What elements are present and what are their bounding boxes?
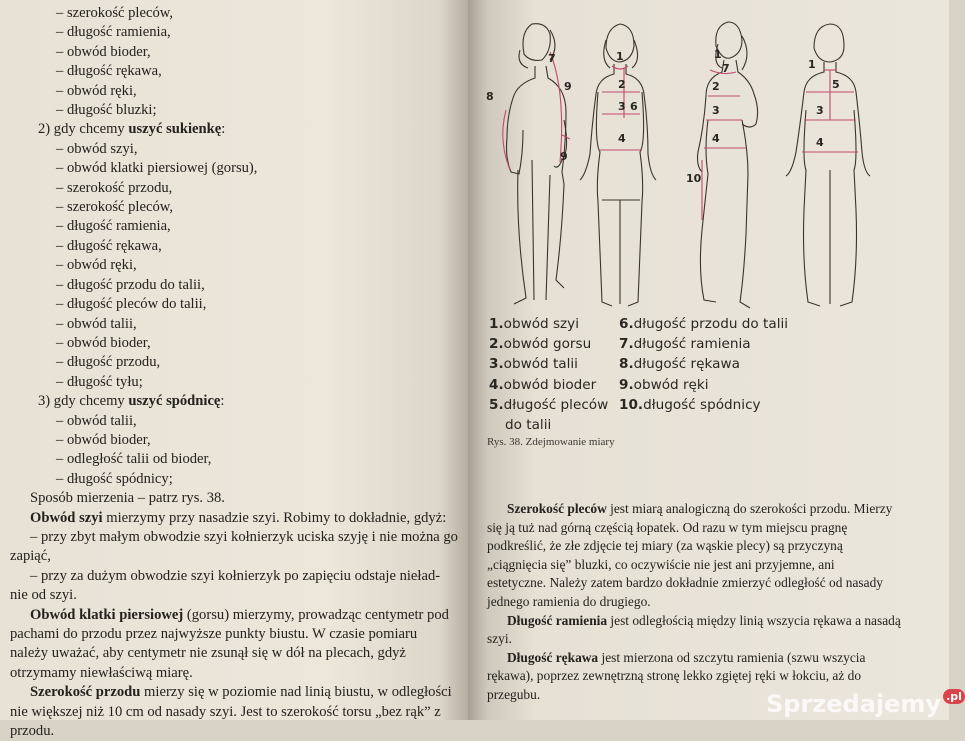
left-line: przodu. <box>10 723 55 740</box>
right-line <box>487 649 937 668</box>
legend-column-1 <box>489 314 608 435</box>
legend-label: do talii <box>505 417 552 434</box>
left-line: – szerokość przodu, <box>56 179 173 196</box>
fig1-label-9b: 9 <box>560 150 568 163</box>
line-end: : <box>220 393 225 410</box>
legend-label: długość spódnicy <box>643 396 761 413</box>
left-line <box>10 683 460 702</box>
right-line <box>487 500 937 519</box>
legend-label: obwód gorsu <box>503 336 592 353</box>
legend-item <box>619 314 788 334</box>
legend-item <box>489 334 608 354</box>
legend-item <box>489 375 608 395</box>
fig3-label-3: 3 <box>712 104 720 117</box>
line-text: jest miarą analogiczną do szerokości przodu. Mierzy <box>606 501 893 516</box>
left-line: – długość przodu do talii, <box>56 276 205 293</box>
legend-item <box>619 375 788 395</box>
legend-item <box>619 354 788 374</box>
legend-number: 5. <box>489 396 504 413</box>
left-line: – długość tyłu; <box>56 373 143 390</box>
right-line: szyi. <box>487 631 512 647</box>
legend-number: 2. <box>489 336 504 353</box>
legend-label: obwód szyi <box>503 316 579 332</box>
fig3-label-4: 4 <box>712 132 720 145</box>
figure-back-view <box>786 24 870 306</box>
fig4-label-3: 3 <box>816 104 824 117</box>
line-text: mierzymy przy nasadzie szyi. Robimy to dokładnie, gdyż: <box>102 509 447 526</box>
figure-front-view <box>580 24 656 306</box>
bold-term: Obwód klatki piersiowej <box>30 606 184 623</box>
fig4-label-4: 4 <box>816 136 824 149</box>
left-line: – długość rękawa, <box>56 63 162 80</box>
legend-item <box>619 395 788 415</box>
fig3-label-10: 10 <box>686 172 702 185</box>
figure-side-view <box>503 24 570 304</box>
right-line: „ciągnięcia się” bluzki, co oczywiście nie jest ani przyjemne, ani <box>487 556 835 572</box>
right-text-column <box>487 500 937 705</box>
legend-number: 4. <box>489 376 504 393</box>
left-line: – przy zbyt małym obwodzie szyi kołnierzyk uciska szyję i nie można go <box>30 528 458 545</box>
fig2-label-2: 2 <box>618 78 626 91</box>
bold-term: uszyć spódnicę <box>128 393 221 410</box>
bold-term: Szerokość przodu <box>30 684 141 701</box>
left-line: – obwód bioder, <box>56 431 151 448</box>
left-line: – odległość talii od bioder, <box>56 451 212 468</box>
left-line: – obwód ręki, <box>56 257 137 274</box>
right-line: się ją tuż nad górną częścią łopatek. Od razu w tym miejscu pragnę <box>487 519 848 535</box>
left-line: – przy za dużym obwodzie szyi kołnierzyk po zapięciu odstaje nieład- <box>30 567 441 584</box>
fig4-label-1: 1 <box>808 58 816 71</box>
left-line: – długość przodu, <box>56 354 161 371</box>
left-line: nie większej niż 10 cm od nasady szyi. Jest to szerokość torsu „bez rąk” z <box>10 703 441 720</box>
right-line: przegubu. <box>487 686 541 702</box>
legend-item <box>489 314 608 334</box>
left-line: – długość spódnicy; <box>56 470 173 487</box>
fig2-label-6: 6 <box>630 100 638 113</box>
left-line: – długość pleców do talii, <box>56 296 207 313</box>
legend-number: 10. <box>619 396 644 413</box>
fig2-label-1: 1 <box>616 50 624 63</box>
legend-label: długość rękawa <box>633 356 740 373</box>
line-text: (gorsu) mierzymy, prowadząc centymetr pod <box>183 606 449 623</box>
right-line: jednego ramienia do drugiego. <box>487 593 651 609</box>
legend-label: obwód bioder <box>503 376 597 393</box>
left-line: nie od szyi. <box>10 587 77 604</box>
right-line: estetyczne. Należy zatem bardzo dokładnie zmierzyć odległość od nasady <box>487 575 883 591</box>
left-line: Sposób mierzenia – patrz rys. 38. <box>30 490 225 507</box>
bold-term: Obwód szyi <box>30 509 103 526</box>
left-line: pachami do przodu przez najwyższe punkty biustu. W czasie pomiaru <box>10 626 418 642</box>
watermark-text: Sprzedajemy <box>766 690 942 718</box>
fig3-label-7: 7 <box>722 62 730 75</box>
bold-term: Długość ramienia <box>507 612 608 628</box>
watermark <box>766 690 965 718</box>
legend-label: obwód talii <box>503 356 578 373</box>
legend-label: długość pleców <box>503 396 609 413</box>
line-end: : <box>221 121 226 138</box>
left-line: – obwód bioder, <box>56 43 151 60</box>
line-text: 2) gdy chcemy <box>38 121 129 138</box>
line-text: mierzy się w poziomie nad linią biustu, w odległości <box>140 684 452 701</box>
legend-number: 9. <box>619 376 634 393</box>
legend-label: obwód ręki <box>633 376 709 393</box>
fig4-label-5: 5 <box>832 78 840 91</box>
left-line: – szerokość pleców, <box>56 5 173 21</box>
left-line: – długość rękawa, <box>56 237 162 254</box>
left-line <box>10 392 460 411</box>
legend-label: długość przodu do talii <box>633 316 789 332</box>
left-line <box>10 606 460 625</box>
fig3-label-2: 2 <box>712 80 720 93</box>
bold-term: Długość rękawa <box>507 649 599 665</box>
fig1-label-9a: 9 <box>564 80 572 93</box>
legend-number: 6. <box>619 316 634 332</box>
left-line: otrzymamy niewłaściwą miarę. <box>10 664 193 681</box>
fig2-label-4: 4 <box>618 132 626 145</box>
legend-item <box>619 334 788 354</box>
left-line: – szerokość pleców, <box>56 199 173 216</box>
legend-column-2 <box>619 314 788 415</box>
left-line: – obwód bioder, <box>56 334 151 351</box>
line-text: jest mierzona od szczytu ramienia (szwu wszycia <box>598 649 866 665</box>
legend-item <box>489 395 608 415</box>
legend-label: długość ramienia <box>633 336 751 353</box>
fig1-label-8: 8 <box>486 90 494 103</box>
bold-term: uszyć sukienkę <box>128 121 222 138</box>
left-line: – długość ramienia, <box>56 24 171 41</box>
left-line: – obwód ręki, <box>56 82 137 99</box>
left-line: – długość bluzki; <box>56 102 157 119</box>
fig1-label-7: 7 <box>548 52 556 65</box>
left-line: należy uważać, aby centymetr nie zsunął się w dół na plecach, gdyż <box>10 645 406 662</box>
left-line: – długość ramienia, <box>56 218 171 235</box>
line-text: jest odległością między linią wszycia rękawa a nasadą <box>607 612 901 628</box>
left-line: zapiąć, <box>10 548 51 565</box>
right-line <box>487 612 937 631</box>
legend-number: 1. <box>489 316 504 332</box>
left-line <box>10 120 460 139</box>
fig2-label-3: 3 <box>618 100 626 113</box>
right-line: rękawa), poprzez zewnętrzną stronę lekko zgiętej ręki w łokciu, aż do <box>487 668 862 684</box>
left-text-column <box>10 4 460 741</box>
left-page <box>0 0 468 740</box>
right-line: podkreślić, że złe zdjęcie tej miary (za wąskie plecy) są przyczyną <box>487 538 843 554</box>
fig3-label-1: 1 <box>714 48 722 61</box>
legend-item <box>489 415 608 435</box>
legend-number: 8. <box>619 356 634 373</box>
figure-caption: Rys. 38. Zdejmowanie miary <box>487 436 615 448</box>
left-line: – obwód klatki piersiowej (gorsu), <box>56 160 258 177</box>
watermark-tld: .pl <box>943 689 965 704</box>
line-text: 3) gdy chcemy <box>38 393 129 410</box>
left-line: – obwód szyi, <box>56 140 138 157</box>
legend-number: 3. <box>489 356 504 373</box>
left-line <box>10 509 460 528</box>
left-line: – obwód talii, <box>56 412 137 429</box>
bold-term: Szerokość pleców <box>507 501 607 516</box>
left-line: – obwód talii, <box>56 315 137 332</box>
legend-item <box>489 354 608 374</box>
legend-number: 7. <box>619 336 634 353</box>
measurement-figure <box>480 10 880 310</box>
